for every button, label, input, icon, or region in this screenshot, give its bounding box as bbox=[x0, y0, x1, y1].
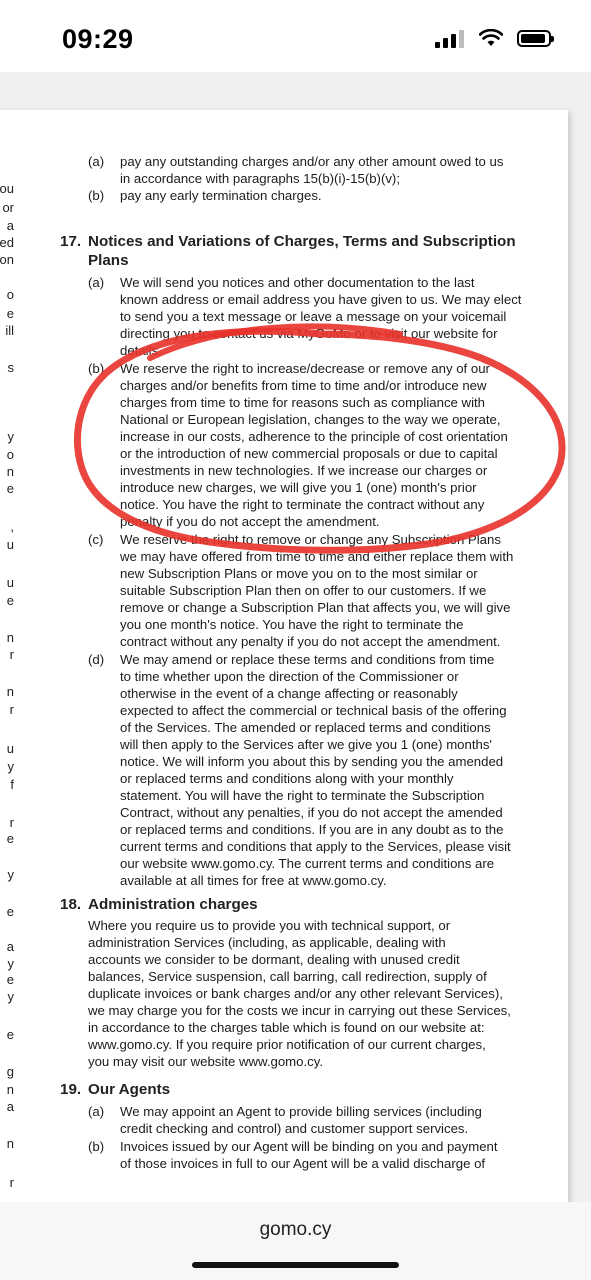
text-line: we may charge you for the costs we incur in carrying out these Services, bbox=[88, 1003, 511, 1018]
list-item bbox=[88, 651, 530, 889]
text-line: or replaced terms and conditions along with your monthly bbox=[120, 771, 454, 786]
text-line: in accordance to the charges table which is found on our website at: bbox=[88, 1020, 485, 1035]
item-label: (a) bbox=[88, 1104, 105, 1119]
text-line: balances, Service suspension, call barring, call redirection, supply of bbox=[88, 969, 487, 984]
item-label: (b) bbox=[88, 1139, 105, 1154]
text-line: investments in new technologies. If we increase our charges or bbox=[120, 463, 488, 478]
section-title: Notices and Variations of Charges, Terms and Subscription bbox=[88, 233, 516, 250]
text-line: to send you a text message or leave a message on your voicemail bbox=[120, 309, 507, 324]
text-line: in accordance with paragraphs 15(b)(i)-15(b)(v); bbox=[120, 171, 400, 186]
status-bar bbox=[0, 0, 591, 72]
text-line: penalty if you do not accept the amendment. bbox=[120, 514, 380, 529]
item-text bbox=[120, 360, 530, 530]
list-item bbox=[88, 1103, 530, 1137]
text-line: pay any outstanding charges and/or any other amount owed to us bbox=[120, 154, 504, 169]
text-line: we may have offered from time to time and either replace them with bbox=[120, 549, 514, 564]
item-label: (c) bbox=[88, 532, 104, 547]
list-item bbox=[88, 531, 530, 650]
text-line: to time whether upon the direction of the Commissioner or bbox=[120, 669, 459, 684]
margin-fragment: e bbox=[6, 306, 14, 321]
text-line: administration Services (including, as applicable, dealing with bbox=[88, 935, 446, 950]
item-text bbox=[120, 274, 530, 359]
text-line: credit checking and control) and customer support services. bbox=[120, 1121, 469, 1136]
section-heading bbox=[60, 232, 530, 251]
margin-fragment: o bbox=[6, 447, 14, 462]
item-label: (a) bbox=[88, 275, 105, 290]
text-line: National or European legislation, changes to the way we operate, bbox=[120, 412, 501, 427]
margin-fragment: u bbox=[6, 537, 14, 552]
text-line: you one month's notice. You have the right to terminate the bbox=[120, 617, 464, 632]
margin-fragment: e bbox=[6, 904, 14, 919]
section-number: 19. bbox=[60, 1081, 82, 1098]
margin-fragment: or bbox=[2, 200, 14, 215]
margin-fragment: n bbox=[6, 1136, 14, 1151]
text-line: introduce new charges, we will give you 1 (one) month's prior bbox=[120, 480, 477, 495]
margin-fragment: e bbox=[6, 831, 14, 846]
browser-url-bar[interactable] bbox=[0, 1202, 591, 1280]
margin-fragment: a bbox=[6, 939, 14, 954]
text-line: known address or email address you have given to us. We may elect bbox=[120, 292, 522, 307]
text-line: new Subscription Plans or move you on to the most similar or bbox=[120, 566, 478, 581]
list-item bbox=[88, 360, 530, 530]
text-line: notice. You have the right to terminate the contract without any bbox=[120, 497, 485, 512]
margin-fragment: n bbox=[6, 1082, 14, 1097]
margin-fragment: y bbox=[7, 759, 14, 774]
item-text bbox=[120, 153, 530, 187]
text-line: details. bbox=[120, 343, 162, 358]
item-label: (d) bbox=[88, 652, 105, 667]
margin-fragment: y bbox=[7, 867, 14, 882]
margin-fragment: g bbox=[6, 1064, 14, 1079]
section-heading bbox=[60, 895, 530, 914]
text-line: We reserve the right to remove or change any Subscription Plans bbox=[120, 532, 501, 547]
cellular-signal-icon bbox=[435, 28, 465, 48]
text-line: pay any early termination charges. bbox=[120, 188, 322, 203]
list-item bbox=[88, 274, 530, 359]
text-line: charges and/or benefits from time to time and/or introduce new bbox=[120, 378, 487, 393]
battery-icon bbox=[517, 30, 551, 47]
margin-fragment: on bbox=[0, 252, 14, 267]
text-line: directing you to contact us via MyGoMo or to visit our website for bbox=[120, 326, 498, 341]
margin-fragment: e bbox=[6, 1027, 14, 1042]
document-page bbox=[0, 110, 568, 1202]
document-viewer[interactable] bbox=[0, 72, 591, 1202]
item-text bbox=[120, 187, 530, 204]
margin-fragment: y bbox=[7, 429, 14, 444]
margin-fragment: f bbox=[10, 777, 14, 792]
document-text bbox=[60, 110, 530, 1173]
text-line: www.gomo.cy. If you require prior notification of our current charges, bbox=[88, 1037, 486, 1052]
section-title-line: Plans bbox=[88, 252, 129, 269]
text-line: available at all times for free at www.gomo.cy. bbox=[120, 873, 387, 888]
section-number: 18. bbox=[60, 896, 82, 913]
text-line: Contract, without any penalties, if you do not accept the amended bbox=[120, 805, 503, 820]
section-paragraph bbox=[88, 917, 530, 1070]
section-heading bbox=[60, 1080, 530, 1099]
text-line: of the Services. The amended or replaced terms and conditions bbox=[120, 720, 491, 735]
list-item bbox=[88, 1138, 530, 1172]
margin-fragment: r bbox=[9, 815, 14, 830]
text-line: statement. You will have the right to terminate the Subscription bbox=[120, 788, 485, 803]
item-label: (b) bbox=[88, 361, 105, 376]
margin-fragment: ed bbox=[0, 235, 14, 250]
item-text bbox=[120, 1138, 530, 1172]
list-item bbox=[88, 153, 530, 187]
item-label: (b) bbox=[88, 188, 105, 203]
item-label: (a) bbox=[88, 154, 105, 169]
margin-fragment: o bbox=[6, 287, 14, 302]
text-line: you may visit our website www.gomo.cy. bbox=[88, 1054, 324, 1069]
text-line: contract without any penalty if you do not accept the amendment. bbox=[120, 634, 501, 649]
margin-fragment: n bbox=[6, 464, 14, 479]
section-title: Administration charges bbox=[88, 896, 258, 913]
margin-fragment: e bbox=[6, 972, 14, 987]
margin-fragment: s bbox=[7, 360, 14, 375]
item-text bbox=[120, 531, 530, 650]
text-line: remove or change a Subscription Plan that affects you, we will give bbox=[120, 600, 511, 615]
text-line: Where you require us to provide you with technical support, or bbox=[88, 918, 451, 933]
margin-fragment: ill bbox=[5, 323, 14, 338]
margin-fragment: , bbox=[10, 519, 14, 534]
margin-fragment: y bbox=[7, 989, 14, 1004]
text-line: or replaced terms and conditions. If you are in any doubt as to the bbox=[120, 822, 504, 837]
text-line: notice. We will inform you about this by sending you the amended bbox=[120, 754, 504, 769]
text-line: duplicate invoices or bank charges and/or any other relevant Services), bbox=[88, 986, 503, 1001]
margin-fragment: e bbox=[6, 593, 14, 608]
section-title: Our Agents bbox=[88, 1081, 171, 1098]
text-line: or the introduction of new commercial proposals or due to capital bbox=[120, 446, 498, 461]
text-line: expected to affect the commercial or technical basis of the offering bbox=[120, 703, 507, 718]
text-line: We may amend or replace these terms and conditions from time bbox=[120, 652, 495, 667]
section-number: 17. bbox=[60, 233, 82, 250]
item-text bbox=[120, 1103, 530, 1137]
text-line: accounts we consider to be dormant, dealing with unused credit bbox=[88, 952, 460, 967]
list-item bbox=[88, 187, 530, 204]
item-text bbox=[120, 651, 530, 889]
margin-fragment: r bbox=[9, 702, 14, 717]
text-line: of those invoices in full to our Agent will be a valid discharge of bbox=[120, 1156, 486, 1171]
home-indicator[interactable] bbox=[192, 1262, 399, 1268]
margin-fragment: a bbox=[6, 218, 14, 233]
status-icons bbox=[435, 28, 551, 48]
text-line: current terms and conditions that apply to the Services, please visit bbox=[120, 839, 511, 854]
text-line: We may appoint an Agent to provide billing services (including bbox=[120, 1104, 482, 1119]
margin-fragment: r bbox=[9, 1175, 14, 1190]
text-line: We will send you notices and other documentation to the last bbox=[120, 275, 475, 290]
text-line: our website www.gomo.cy. The current terms and conditions are bbox=[120, 856, 495, 871]
wifi-icon bbox=[479, 29, 503, 47]
margin-fragment: a bbox=[6, 1099, 14, 1114]
margin-fragment: u bbox=[6, 575, 14, 590]
url-text[interactable]: gomo.cy bbox=[259, 1219, 332, 1240]
text-line: charges from time to time for reasons such as compliance with bbox=[120, 395, 486, 410]
margin-fragment: r bbox=[9, 647, 14, 662]
margin-fragment: ou bbox=[0, 181, 14, 196]
margin-fragment: n bbox=[6, 630, 14, 645]
margin-fragment: u bbox=[6, 741, 14, 756]
text-line: increase in our costs, adherence to the principle of cost orientation bbox=[120, 429, 508, 444]
margin-fragment: n bbox=[6, 684, 14, 699]
text-line: We reserve the right to increase/decrease or remove any of our bbox=[120, 361, 490, 376]
status-time: 09:29 bbox=[62, 24, 134, 54]
text-line: otherwise in the event of a change affecting or reasonably bbox=[120, 686, 458, 701]
margin-fragment: y bbox=[7, 956, 14, 971]
margin-fragment: e bbox=[6, 481, 14, 496]
text-line: Invoices issued by our Agent will be binding on you and payment bbox=[120, 1139, 498, 1154]
text-line: suitable Subscription Plan then on offer to our customers. If we bbox=[120, 583, 487, 598]
text-line: will then apply to the Services after we give you 1 (one) months' bbox=[120, 737, 492, 752]
